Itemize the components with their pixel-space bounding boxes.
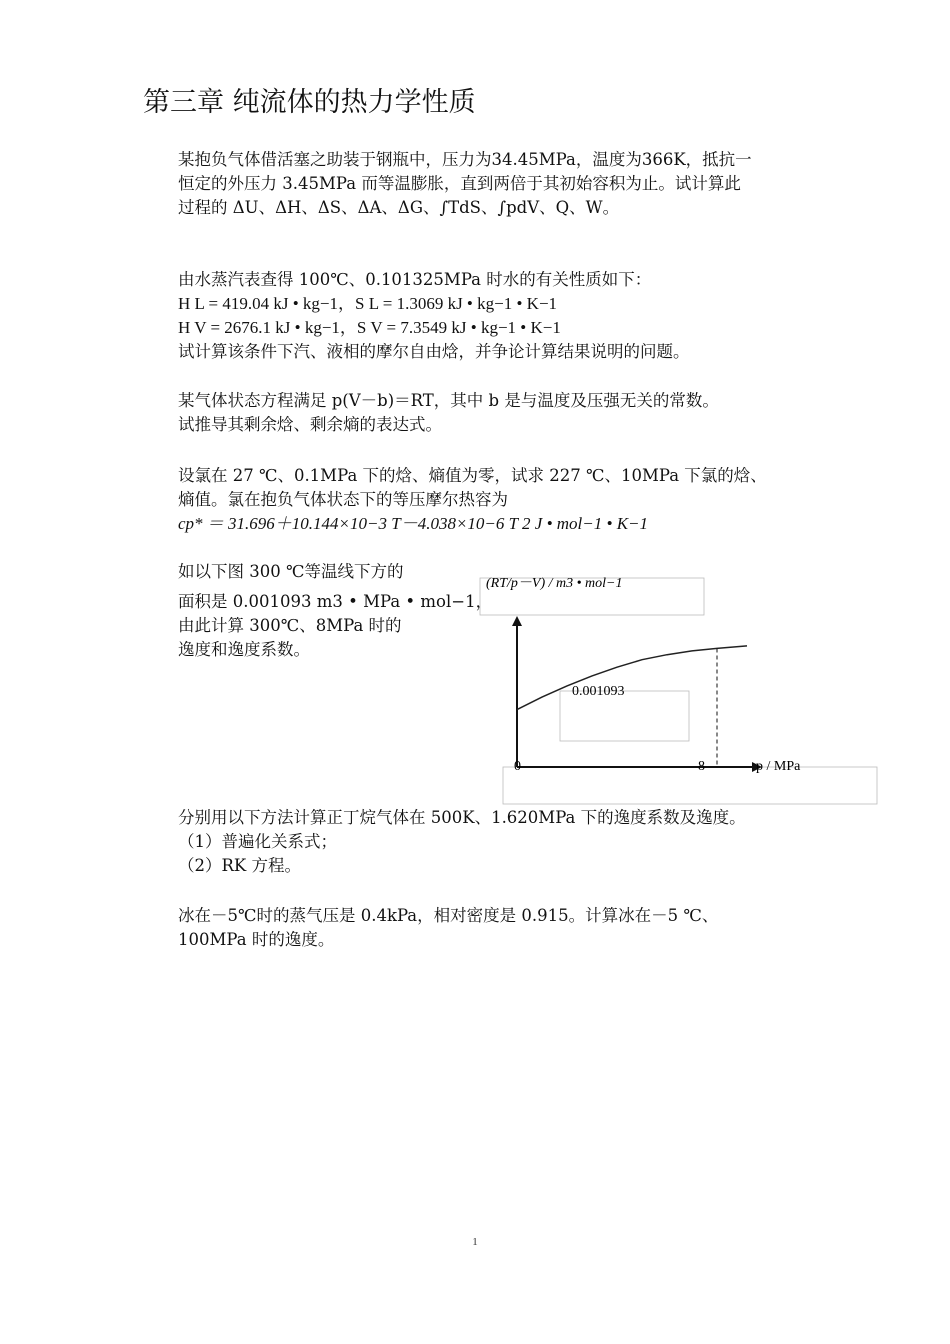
problem-5-line-2: 面积是 0.001093 m3 • MPa • mol−1， [178, 592, 493, 611]
problem-7 [178, 904, 838, 952]
problem-6-line-3: （2）RK 方程。 [178, 856, 301, 875]
problem-6-line-1: 分别用以下方法计算正丁烷气体在 500K、1.620MPa 下的逸度系数及逸度。 [178, 808, 746, 827]
liquid-properties: H L = 419.04 kJ • kg−1，S L = 1.3069 kJ • kg−1 • K−1 [178, 294, 558, 313]
problem-1-line-3: 过程的 ΔU、ΔH、ΔS、ΔA、ΔG、∫TdS、∫pdV、Q、W。 [178, 198, 620, 217]
problem-6 [178, 806, 838, 878]
problem-3-line-1: 某气体状态方程满足 p(V－b)＝RT，其中 b 是与温度及压强无关的常数。 [178, 391, 719, 410]
problem-5-line-3: 由此计算 300℃、8MPa 时的 [178, 616, 402, 635]
problem-5-line-1: 如以下图 300 ℃等温线下方的 [178, 562, 404, 581]
problem-3-line-2: 试推导其剩余焓、剩余熵的表达式。 [178, 415, 442, 434]
problem-4-line-1: 设氯在 27 ℃、0.1MPa 下的焓、熵值为零，试求 227 ℃、10MPa 下氯的焓、 [178, 466, 767, 485]
problem-7-line-2: 100MPa 时的逸度。 [178, 930, 335, 949]
x-tick-8: 8 [698, 759, 705, 774]
problem-5 [178, 560, 493, 662]
problem-7-line-1: 冰在－5℃时的蒸气压是 0.4kPa，相对密度是 0.915。计算冰在－5 ℃、 [178, 906, 719, 925]
xlabel-box [503, 767, 877, 804]
problem-2-line-1: 由水蒸汽表查得 100℃、0.101325MPa 时水的有关性质如下： [178, 270, 652, 289]
page-number: 1 [472, 1236, 478, 1248]
problem-4 [178, 464, 838, 536]
isotherm-curve [517, 646, 747, 710]
problem-1-line-2: 恒定的外压力 3.45MPa 而等温膨胀，直到两倍于其初始容积为止。试计算此 [178, 174, 741, 193]
problem-2 [178, 268, 838, 364]
chapter-title: 第三章 纯流体的热力学性质 [143, 87, 476, 118]
problem-1-line-1: 某抱负气体借活塞之助装于钢瓶中，压力为34.45MPa，温度为366K，抵抗一 [178, 150, 752, 169]
area-annotation: 0.001093 [572, 684, 625, 699]
problem-5-line-4: 逸度和逸度系数。 [178, 640, 310, 659]
vapor-properties: H V = 2676.1 kJ • kg−1，S V = 7.3549 kJ • kg−1 • K−1 [178, 318, 561, 337]
problem-3 [178, 389, 838, 437]
problem-1 [178, 148, 838, 220]
isotherm-chart [470, 566, 890, 811]
problem-6-line-2: （1）普遍化关系式； [178, 832, 337, 851]
problem-4-line-2: 熵值。氯在抱负气体状态下的等压摩尔热容为 [178, 490, 508, 509]
heat-capacity-formula: cp* ＝ 31.696＋10.144×10−3 T－4.038×10−6 T 2 J • mol−1 • K−1 [178, 514, 649, 533]
chart-xlabel: p / MPa [756, 759, 801, 774]
problem-2-line-4: 试计算该条件下汽、液相的摩尔自由焓，并争论计算结果说明的问题。 [178, 342, 690, 361]
x-tick-0: 0 [514, 759, 521, 774]
y-axis-arrow [512, 616, 522, 626]
chart-ylabel: (RT/p－V) / m3 • mol−1 [486, 576, 623, 591]
